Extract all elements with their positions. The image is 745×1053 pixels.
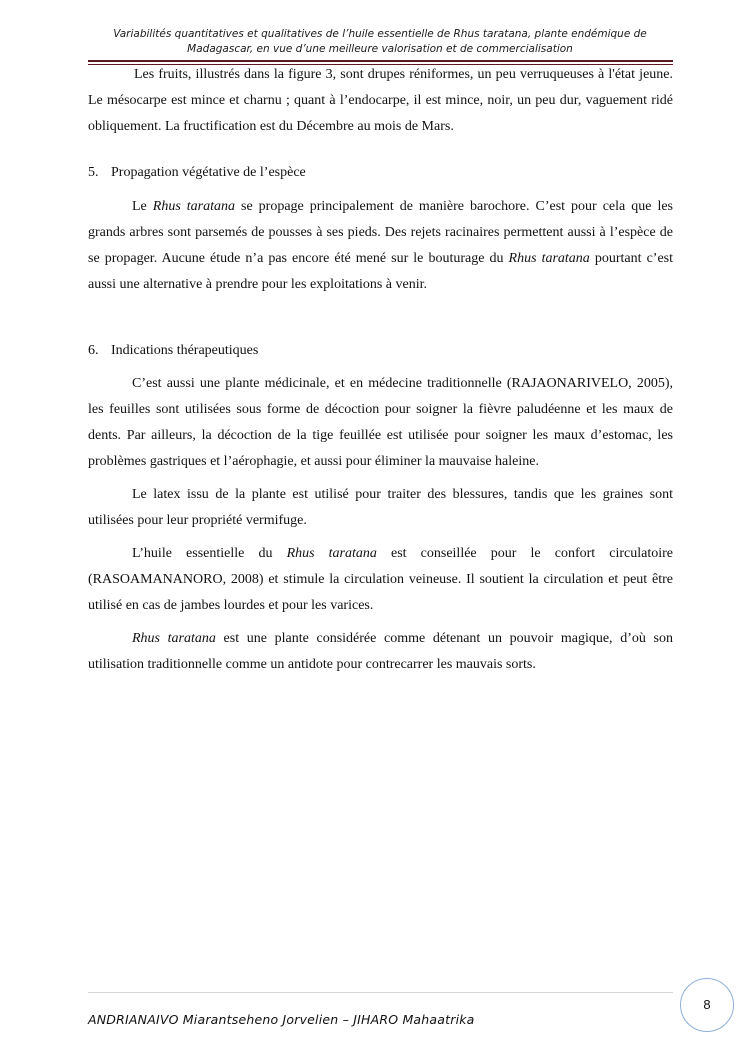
species-name: Rhus taratana — [152, 199, 235, 214]
page-number-badge — [680, 978, 734, 1032]
running-header-line-2: Madagascar, en vue d’une meilleure valorisation et de commercialisation — [187, 43, 573, 55]
text-run: pourtant c’est aussi une alternative à prendre pour les exploitations à venir. — [88, 251, 673, 292]
document-body — [88, 62, 673, 678]
section-6-paragraph-2: Le latex issu de la plante est utilisé pour traiter des blessures, tandis que les graines sont utilisées pour leur propriété vermifuge. — [88, 487, 673, 528]
species-name: Rhus taratana — [286, 546, 377, 561]
section-6-paragraph-1: C’est aussi une plante médicinale, et en médecine traditionnelle (RAJAONARIVELO, 2005), les feuilles sont utilisées sous forme de décoction pour soigner la fièvre paludéenne et les maux de dents. Par ailleurs, la décoction de la tige feuillée est utilisée pour soigner les maux d’estomac, les problèmes gastriques et l’aérophagie, et aussi pour éliminer la mauvaise haleine. — [88, 376, 673, 469]
section-5-title: Propagation végétative de l’espèce — [111, 165, 306, 180]
text-run: est une plante considérée comme détenant un pouvoir magique, d’où son utilisation traditionnelle comme un antidote pour contrecarrer les mauvais sorts. — [88, 631, 673, 672]
section-5-paragraph — [88, 194, 673, 298]
text-run: L’huile essentielle du — [132, 546, 287, 561]
section-6-title: Indications thérapeutiques — [111, 343, 259, 358]
intro-paragraph: Les fruits, illustrés dans la figure 3, sont drupes réniformes, un peu verruqueuses à l'état jeune. Le mésocarpe est mince et charnu ; quant à l’endocarpe, il est mince, noir, un peu dur, vaguement ridé obliquement. La fructification est du Décembre au mois de Mars. — [88, 67, 673, 134]
species-name: Rhus taratana — [132, 631, 216, 646]
footer-rule — [88, 992, 673, 993]
section-6-paragraph-3 — [88, 541, 673, 619]
text-run: est conseillée pour le confort circulatoire (RASOAMANANORO, 2008) et stimule la circulation veineuse. Il soutient la circulation et peut être utilisé en cas de jambes lourdes et pour les varices. — [88, 546, 673, 613]
text-run: Le — [132, 199, 153, 214]
section-6-number: 6. — [88, 343, 99, 358]
section-5-number: 5. — [88, 165, 99, 180]
section-5-heading — [88, 160, 673, 186]
footer-authors: ANDRIANAIVO Miarantseheno Jorvelien – JIHARO Mahaatrika — [88, 1012, 475, 1027]
running-header — [100, 27, 660, 57]
running-header-line-1: Variabilités quantitatives et qualitatives de l’huile essentielle de Rhus taratana, plante endémique de — [113, 28, 647, 40]
page-number: 8 — [703, 997, 711, 1012]
text-run: se propage principalement de manière barochore. C’est pour cela que les grands arbres sont parsemés de pousses à ses pieds. Des rejets racinaires permettent aussi à l’espèce de se propager. Aucune étude n’a pas encore été mené sur le bouturage du — [88, 199, 673, 266]
species-name: Rhus taratana — [508, 251, 590, 266]
section-6-heading — [88, 338, 673, 364]
section-6-paragraph-4 — [88, 626, 673, 678]
